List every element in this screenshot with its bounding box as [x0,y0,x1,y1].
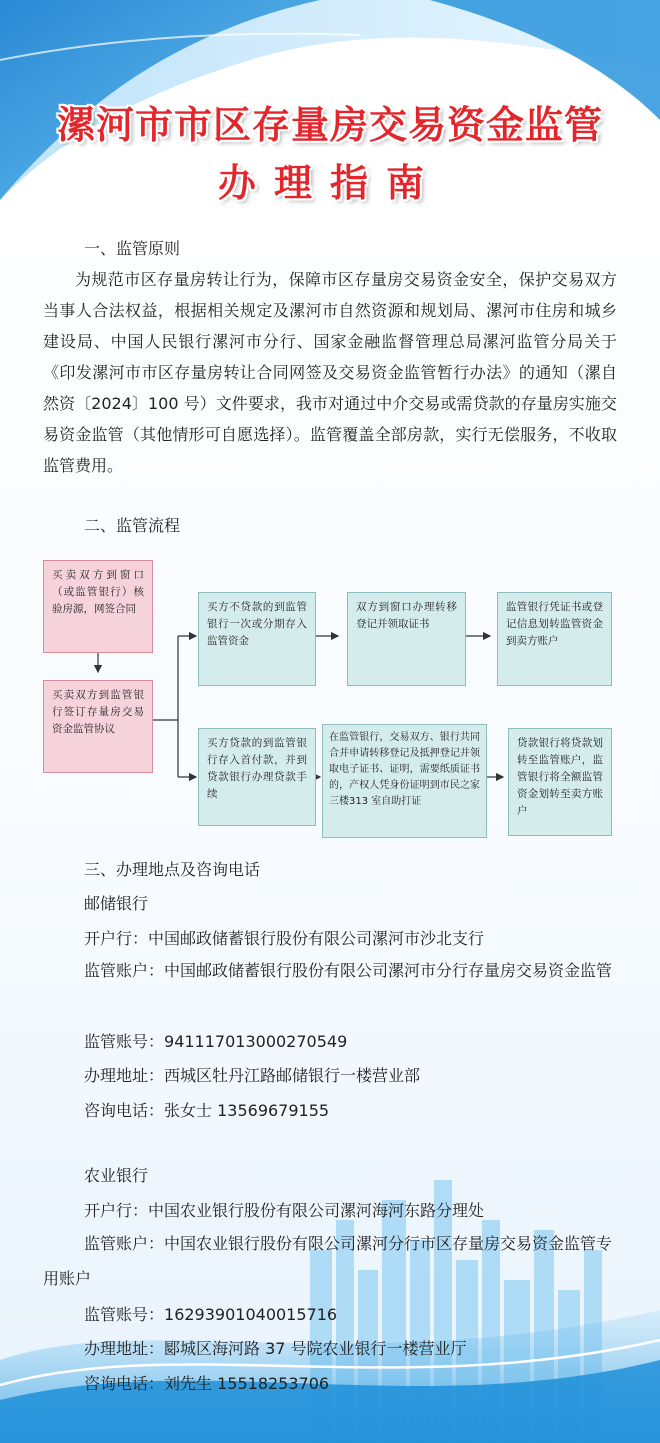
flow-step-sign-contract: 买卖双方到窗口（或监管银行）核验房源，网签合同 [43,560,153,653]
bank-name-postal: 邮储银行 [84,894,149,913]
flow-no-loan-deposit: 买方不贷款的到监管银行一次或分期存入监管资金 [198,592,316,686]
flow-step-sign-agreement: 买卖双方到监管银行签订存量房交易资金监管协议 [43,680,153,773]
postal-address: 办理地址：西城区牡丹江路邮储银行一楼营业部 [84,1066,421,1085]
flow-no-loan-transfer: 双方到窗口办理转移登记并领取证书 [347,592,466,686]
postal-open-bank: 开户行：中国邮政储蓄银行股份有限公司漯河市沙北支行 [84,929,485,948]
section2-heading: 二、监管流程 [84,516,181,535]
flow-loan-joint-registration: 在监管银行，交易双方、银行共同合并申请转移登记及抵押登记并领取电子证书、证明，需要纸质证书的，产权人凭身份证明到市民之家三楼313 室自助打证 [322,724,487,838]
bank-name-agricultural: 农业银行 [84,1166,149,1185]
agri-address: 办理地址：郾城区海河路 37 号院农业银行一楼营业厅 [84,1339,467,1358]
page-title-line2: 办理指南 [217,161,442,205]
page-title-line1: 漯河市市区存量房交易资金监管 [56,103,603,147]
section1-paragraph: 为规范市区存量房转让行为，保障市区存量房交易资金安全，保护交易双方当事人合法权益，根据相关规定及漯河市自然资源和规划局、漯河市住房和城乡建设局、中国人民银行漯河市分行、国家金融监督管理总局漯河监管分局关于《印发漯河市市区存量房转让合同网签及交易资金监管暂行办法》的通知（漯自然资〔2024〕100 号）文件要求，我市对通过中介交易或需贷款的存量房实施交易资金监管（其他情形可自愿选择）。监管覆盖全部房款，实行无偿服务，不收取监管费用。 [43,270,617,475]
flow-loan-downpayment: 买方贷款的到监管银行存入首付款，并到贷款银行办理贷款手续 [198,728,316,826]
postal-account-name: 监管账户：中国邮政储蓄银行股份有限公司漯河市分行存量房交易资金监管 [84,961,613,980]
flow-no-loan-payout: 监管银行凭证书或登记信息划转监管资金到卖方账户 [497,592,612,686]
postal-phone: 咨询电话：张女士 13569679155 [84,1101,330,1120]
agri-account-number: 监管账号：16293901040015716 [84,1305,338,1324]
agri-open-bank: 开户行：中国农业银行股份有限公司漯河海河东路分理处 [84,1201,485,1220]
agri-phone: 咨询电话：刘先生 15518253706 [84,1374,330,1393]
flow-loan-payout: 贷款银行将贷款划转至监管账户，监管银行将全额监管资金划转至卖方账户 [508,728,612,836]
section3-heading: 三、办理地点及咨询电话 [84,860,261,879]
section1-heading: 一、监管原则 [84,239,181,258]
postal-account-number: 监管账号：941117013000270549 [84,1032,348,1051]
agri-account-name: 监管账户：中国农业银行股份有限公司漯河分行市区存量房交易资金监管专用账户 [43,1234,613,1288]
